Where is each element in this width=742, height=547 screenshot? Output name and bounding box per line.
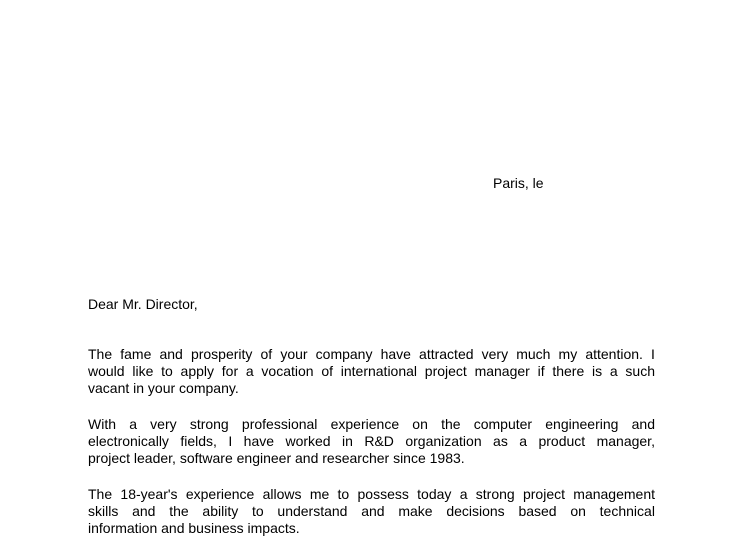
word: a (245, 363, 254, 379)
word: project (522, 486, 565, 502)
paragraph (88, 486, 655, 537)
word: The (88, 486, 113, 502)
paragraph-line: information and business impacts. (88, 520, 300, 536)
paragraph-line: vacant in your company. (88, 380, 239, 396)
word: fields, (180, 433, 217, 449)
paragraph-line (88, 433, 655, 450)
paragraph-line (88, 503, 655, 520)
word: there (552, 363, 585, 379)
word: very (150, 416, 177, 432)
word: ability (202, 503, 239, 519)
word: make (398, 503, 433, 519)
word: allows (262, 486, 302, 502)
word: organization (405, 433, 482, 449)
word: 18-year's (120, 486, 178, 502)
word: a (519, 433, 528, 449)
word: today (417, 486, 452, 502)
word: attracted (419, 346, 474, 362)
word: apply (180, 363, 215, 379)
word: like (132, 363, 154, 379)
word: strong (189, 416, 229, 432)
word: I (228, 433, 233, 449)
place-date: Paris, le (493, 175, 544, 191)
word: of (260, 346, 273, 362)
paragraph-line (88, 486, 655, 503)
word: I (651, 346, 655, 362)
paragraph-line (88, 416, 655, 433)
word: worked (285, 433, 331, 449)
word: and (132, 503, 156, 519)
word: to (251, 503, 264, 519)
word: your (280, 346, 308, 362)
word: the (169, 503, 189, 519)
word: a (459, 486, 468, 502)
paragraph (88, 346, 655, 397)
word: if (537, 363, 545, 379)
paragraph-line (88, 346, 655, 363)
word: electronically (88, 433, 169, 449)
word: skills (88, 503, 119, 519)
word: a (609, 363, 618, 379)
word: project (424, 363, 467, 379)
word: in (342, 433, 353, 449)
word: to (161, 363, 173, 379)
word: of (321, 363, 333, 379)
word: decisions (446, 503, 505, 519)
word: professional (241, 416, 318, 432)
word: manager (474, 363, 530, 379)
word: very (481, 346, 509, 362)
word: strong (475, 486, 515, 502)
paragraph-line: project leader, software engineer and researcher since 1983. (88, 450, 465, 466)
word: based (518, 503, 557, 519)
word: such (625, 363, 655, 379)
word: possess (357, 486, 409, 502)
word: vocation (261, 363, 314, 379)
word: on (412, 416, 428, 432)
word: With (88, 416, 116, 432)
word: R&D (364, 433, 394, 449)
word: product (538, 433, 586, 449)
word: as (493, 433, 508, 449)
word: The (88, 346, 113, 362)
word: and (361, 503, 385, 519)
word: experience (185, 486, 255, 502)
word: management (573, 486, 655, 502)
word: computer (473, 416, 533, 432)
word: experience (330, 416, 400, 432)
word: on (570, 503, 586, 519)
word: my (558, 346, 578, 362)
word: and (159, 346, 183, 362)
word: understand (277, 503, 348, 519)
word: is (592, 363, 603, 379)
word: attention. (585, 346, 643, 362)
paragraph-line (88, 363, 655, 380)
word: international (340, 363, 418, 379)
word: and (631, 416, 655, 432)
word: would (88, 363, 125, 379)
word: company (315, 346, 373, 362)
salutation: Dear Mr. Director, (88, 296, 198, 312)
word: engineering (545, 416, 619, 432)
word: prosperity (190, 346, 253, 362)
word: for (221, 363, 239, 379)
word: a (129, 416, 137, 432)
word: technical (599, 503, 655, 519)
word: fame (120, 346, 152, 362)
word: have (243, 433, 275, 449)
word: much (516, 346, 551, 362)
word: the (441, 416, 461, 432)
paragraph (88, 416, 655, 467)
word: me (309, 486, 330, 502)
word: manager, (596, 433, 655, 449)
word: have (380, 346, 411, 362)
word: to (337, 486, 350, 502)
